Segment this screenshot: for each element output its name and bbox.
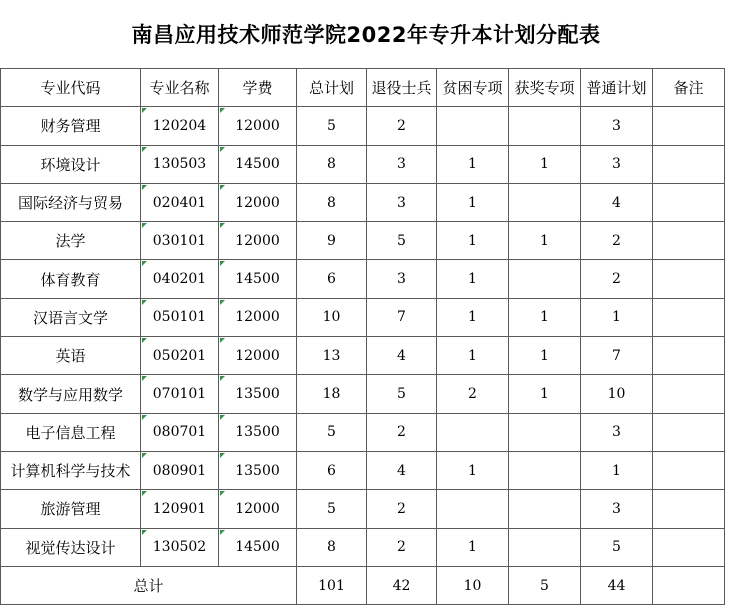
total-plan-cell[interactable]: 6 [297,260,367,298]
remark-cell[interactable] [653,107,725,145]
code-cell[interactable]: 120901 [141,490,219,528]
veteran-cell[interactable]: 7 [367,298,437,336]
tuition-cell[interactable]: 14500 [219,260,297,298]
total-cell[interactable]: 101 [297,566,367,604]
poverty-cell[interactable] [437,107,509,145]
total-plan-cell[interactable]: 5 [297,413,367,451]
code-cell[interactable]: 020401 [141,183,219,221]
remark-cell[interactable] [653,298,725,336]
tuition-cell[interactable]: 14500 [219,528,297,566]
poverty-cell[interactable] [437,413,509,451]
major-name-cell[interactable]: 环境设计 [1,145,141,183]
regular-plan-cell[interactable]: 3 [581,413,653,451]
poverty-cell[interactable]: 1 [437,183,509,221]
table-row [1,413,725,451]
code-cell[interactable]: 030101 [141,222,219,260]
code-cell[interactable]: 050101 [141,298,219,336]
table-row [1,451,725,489]
remark-cell[interactable] [653,451,725,489]
table-row [1,183,725,221]
regular-plan-cell[interactable]: 7 [581,337,653,375]
total-plan-cell[interactable]: 8 [297,145,367,183]
tuition-cell[interactable]: 12000 [219,337,297,375]
major-name-cell[interactable]: 英语 [1,337,141,375]
header-cell[interactable]: 专业名称 [141,69,219,107]
poverty-cell[interactable]: 1 [437,337,509,375]
major-name-cell[interactable]: 电子信息工程 [1,413,141,451]
total-row [1,566,725,604]
poverty-cell[interactable]: 1 [437,222,509,260]
total-cell[interactable]: 10 [437,566,509,604]
poverty-cell[interactable]: 2 [437,375,509,413]
total-plan-cell[interactable]: 8 [297,183,367,221]
award-cell[interactable] [509,107,581,145]
total-label[interactable]: 总计 [1,566,297,604]
remark-cell[interactable] [653,183,725,221]
veteran-cell[interactable]: 3 [367,183,437,221]
code-cell[interactable]: 130503 [141,145,219,183]
regular-plan-cell[interactable]: 3 [581,107,653,145]
total-cell[interactable]: 5 [509,566,581,604]
tuition-cell[interactable]: 12000 [219,183,297,221]
award-cell[interactable] [509,451,581,489]
header-cell[interactable]: 获奖专项 [509,69,581,107]
header-cell[interactable]: 普通计划 [581,69,653,107]
header-row [1,69,725,107]
total-plan-cell[interactable]: 10 [297,298,367,336]
veteran-cell[interactable]: 2 [367,107,437,145]
poverty-cell[interactable]: 1 [437,260,509,298]
total-cell[interactable]: 44 [581,566,653,604]
tuition-cell[interactable]: 13500 [219,413,297,451]
page-title: 南昌应用技术师范学院2022年专升本计划分配表 [131,23,601,47]
major-name-cell[interactable]: 财务管理 [1,107,141,145]
veteran-cell[interactable]: 3 [367,260,437,298]
code-cell[interactable]: 050201 [141,337,219,375]
award-cell[interactable]: 1 [509,145,581,183]
table-row [1,337,725,375]
header-cell[interactable]: 备注 [653,69,725,107]
poverty-cell[interactable]: 1 [437,528,509,566]
code-cell[interactable]: 040201 [141,260,219,298]
major-name-cell[interactable]: 视觉传达设计 [1,528,141,566]
veteran-cell[interactable]: 3 [367,145,437,183]
regular-plan-cell[interactable]: 2 [581,222,653,260]
code-cell[interactable]: 080901 [141,451,219,489]
poverty-cell[interactable]: 1 [437,145,509,183]
award-cell[interactable]: 1 [509,375,581,413]
poverty-cell[interactable]: 1 [437,451,509,489]
table-row [1,260,725,298]
award-cell[interactable] [509,528,581,566]
table-row [1,145,725,183]
award-cell[interactable]: 1 [509,222,581,260]
plan-table [0,68,725,605]
total-plan-cell[interactable]: 5 [297,107,367,145]
tuition-cell[interactable]: 12000 [219,222,297,260]
major-name-cell[interactable]: 国际经济与贸易 [1,183,141,221]
total-plan-cell[interactable]: 13 [297,337,367,375]
award-cell[interactable] [509,413,581,451]
code-cell[interactable]: 070101 [141,375,219,413]
tuition-cell[interactable]: 13500 [219,375,297,413]
total-cell[interactable]: 42 [367,566,437,604]
veteran-cell[interactable]: 5 [367,222,437,260]
tuition-cell[interactable]: 12000 [219,107,297,145]
total-plan-cell[interactable]: 6 [297,451,367,489]
award-cell[interactable] [509,260,581,298]
veteran-cell[interactable]: 4 [367,337,437,375]
regular-plan-cell[interactable]: 3 [581,490,653,528]
veteran-cell[interactable]: 2 [367,528,437,566]
table-body [1,107,725,567]
poverty-cell[interactable] [437,490,509,528]
table-row [1,375,725,413]
regular-plan-cell[interactable]: 4 [581,183,653,221]
veteran-cell[interactable]: 4 [367,451,437,489]
table-row [1,107,725,145]
remark-cell[interactable] [653,222,725,260]
code-cell[interactable]: 080701 [141,413,219,451]
regular-plan-cell[interactable]: 3 [581,145,653,183]
tuition-cell[interactable]: 14500 [219,145,297,183]
header-cell[interactable]: 专业代码 [1,69,141,107]
remark-cell[interactable] [653,413,725,451]
tuition-cell[interactable]: 13500 [219,451,297,489]
header-cell[interactable]: 退役士兵 [367,69,437,107]
remark-cell[interactable] [653,337,725,375]
code-cell[interactable]: 130502 [141,528,219,566]
major-name-cell[interactable]: 体育教育 [1,260,141,298]
remark-cell[interactable] [653,490,725,528]
regular-plan-cell[interactable]: 5 [581,528,653,566]
major-name-cell[interactable]: 旅游管理 [1,490,141,528]
major-name-cell[interactable]: 法学 [1,222,141,260]
tuition-cell[interactable]: 12000 [219,298,297,336]
veteran-cell[interactable]: 2 [367,413,437,451]
major-name-cell[interactable]: 数学与应用数学 [1,375,141,413]
total-cell[interactable] [653,566,725,604]
regular-plan-cell[interactable]: 10 [581,375,653,413]
veteran-cell[interactable]: 5 [367,375,437,413]
award-cell[interactable]: 1 [509,337,581,375]
regular-plan-cell[interactable]: 2 [581,260,653,298]
total-plan-cell[interactable]: 18 [297,375,367,413]
poverty-cell[interactable]: 1 [437,298,509,336]
regular-plan-cell[interactable]: 1 [581,451,653,489]
header-cell[interactable]: 学费 [219,69,297,107]
regular-plan-cell[interactable]: 1 [581,298,653,336]
table-row [1,490,725,528]
remark-cell[interactable] [653,260,725,298]
veteran-cell[interactable]: 2 [367,490,437,528]
remark-cell[interactable] [653,528,725,566]
header-cell[interactable]: 总计划 [297,69,367,107]
code-cell[interactable]: 120204 [141,107,219,145]
award-cell[interactable]: 1 [509,298,581,336]
major-name-cell[interactable]: 计算机科学与技术 [1,451,141,489]
award-cell[interactable] [509,183,581,221]
header-cell[interactable]: 贫困专项 [437,69,509,107]
table-row [1,528,725,566]
total-plan-cell[interactable]: 8 [297,528,367,566]
total-plan-cell[interactable]: 9 [297,222,367,260]
remark-cell[interactable] [653,145,725,183]
table-row [1,298,725,336]
table-row [1,222,725,260]
award-cell[interactable] [509,490,581,528]
major-name-cell[interactable]: 汉语言文学 [1,298,141,336]
remark-cell[interactable] [653,375,725,413]
total-plan-cell[interactable]: 5 [297,490,367,528]
tuition-cell[interactable]: 12000 [219,490,297,528]
